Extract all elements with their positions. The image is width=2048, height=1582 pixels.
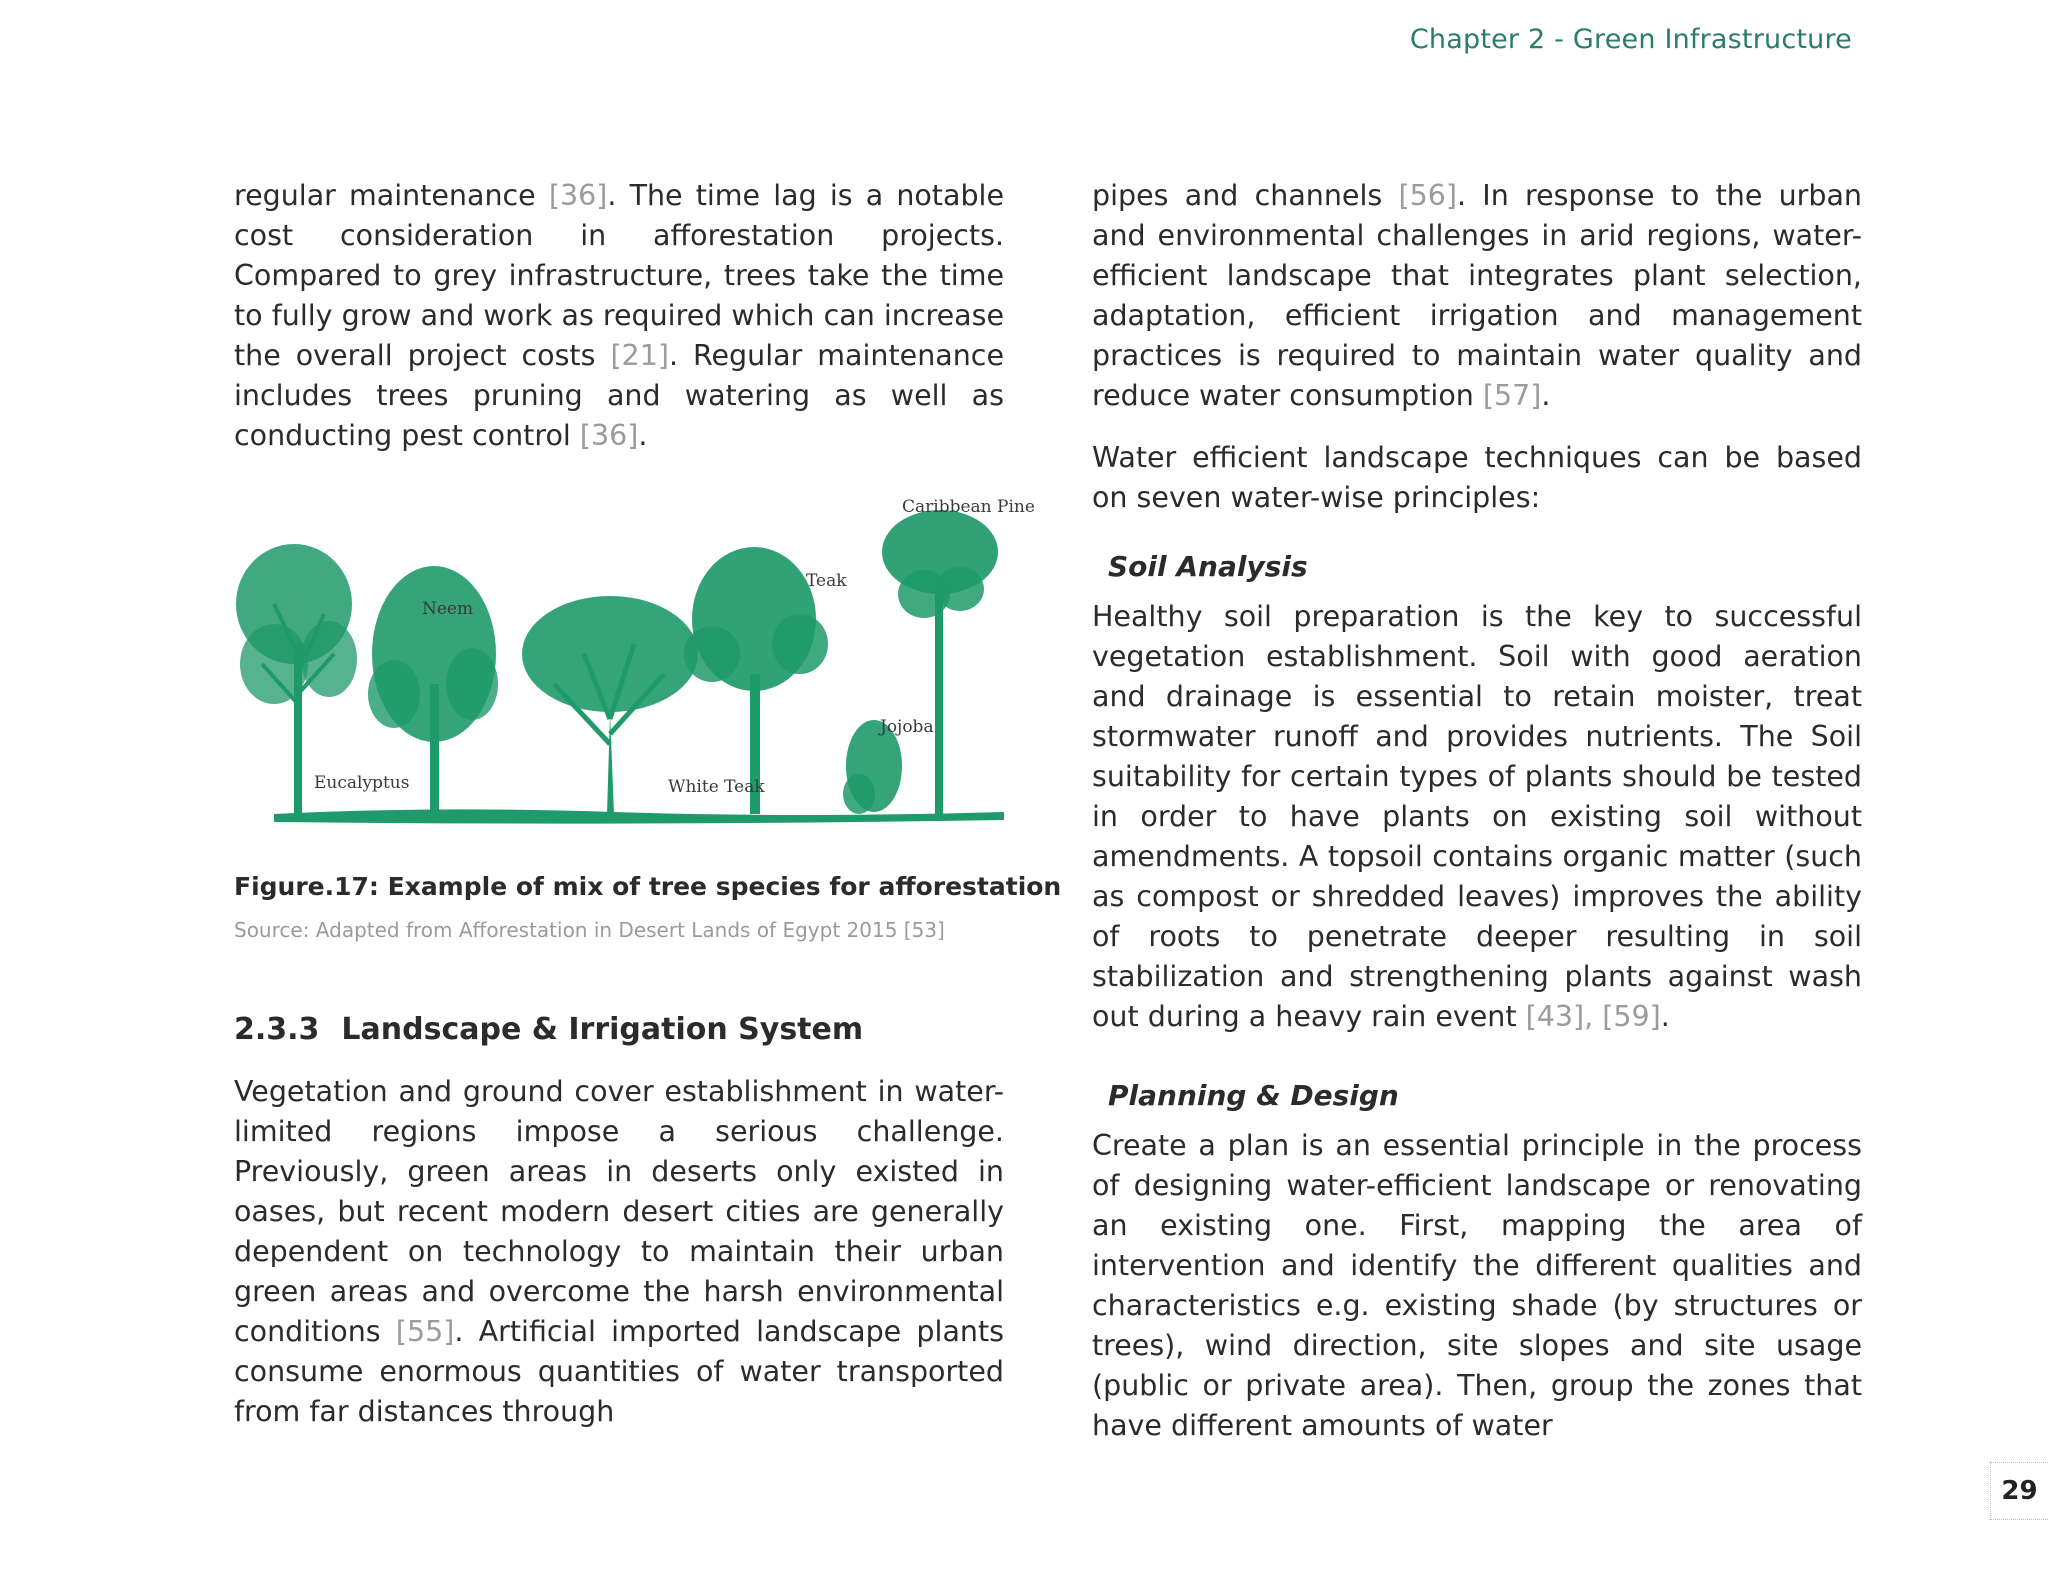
paragraph — [1092, 176, 1862, 416]
label-teak: Teak — [806, 571, 847, 591]
paragraph — [234, 1072, 1004, 1432]
subheading-planning-design: Planning & Design — [1108, 1079, 1399, 1112]
section-title: Landscape & Irrigation System — [341, 1012, 864, 1047]
tree-species-illustration — [234, 494, 1035, 830]
text-run: . The time lag is a notable cost consideration in afforestation projects. Compared to grey infrastructure, trees take the time to fully grow and work as required which can increase the overall project costs — [234, 179, 1004, 372]
text-run: . — [638, 419, 648, 452]
citation-ref: [57] — [1482, 379, 1542, 412]
label-jojoba: Jojoba — [880, 717, 934, 737]
text-run: . Artificial imported landscape plants consume enormous quantities of water transported from far distances through — [234, 1315, 1004, 1428]
citation-ref: [55] — [395, 1315, 455, 1348]
subheading-soil-analysis: Soil Analysis — [1108, 550, 1308, 583]
label-caribbean-pine: Caribbean Pine — [902, 497, 1035, 517]
page-number: 29 — [1990, 1462, 2048, 1520]
text-run: pipes and channels — [1092, 179, 1399, 212]
left-column — [234, 176, 1004, 456]
text-run: . Regular maintenance includes trees pruning and watering as well as conducting pest control — [234, 339, 1004, 452]
right-column — [1092, 176, 1862, 1446]
citation-ref: [43], [59] — [1525, 1000, 1661, 1033]
citation-ref: [56] — [1398, 179, 1457, 212]
label-neem: Neem — [422, 599, 474, 619]
citation-ref: [36] — [579, 419, 639, 452]
paragraph — [1092, 438, 1862, 518]
citation-ref: [21] — [610, 339, 669, 372]
paragraph — [1092, 1126, 1862, 1446]
text-run: Water efficient landscape techniques can be based on seven water-wise principles: — [1092, 441, 1862, 514]
paragraph — [1092, 597, 1862, 1037]
text-run: Create a plan is an essential principle in the process of designing water-efficient landscape or renovating an existing one. First, mapping the area of intervention and identify the different qualities and characteristics e.g. existing shade (by structures or trees), wind direction, site slopes and site usage (public or private area). Then, group the zones that have different amounts of water — [1092, 1129, 1862, 1442]
figure-trees — [234, 494, 1035, 830]
section-number: 2.3.3 — [234, 1012, 320, 1047]
ground-line — [274, 809, 1004, 823]
text-run: . In response to the urban and environmental challenges in arid regions, water-efficient landscape that integrates plant selection, adaptation, efficient irrigation and management practices is required to maintain water quality and reduce water consumption — [1092, 179, 1862, 412]
label-white-teak: White Teak — [668, 777, 765, 797]
figure-source: Source: Adapted from Afforestation in Desert Lands of Egypt 2015 [53] — [234, 918, 945, 942]
text-run: regular maintenance — [234, 179, 549, 212]
citation-ref: [36] — [548, 179, 608, 212]
section-heading — [234, 1012, 863, 1047]
text-run: . — [1541, 379, 1551, 412]
figure-caption: Figure.17: Example of mix of tree species for afforestation — [234, 872, 1062, 901]
chapter-header: Chapter 2 - Green Infrastructure — [1409, 24, 1852, 55]
label-eucalyptus: Eucalyptus — [314, 773, 410, 793]
text-run: . — [1660, 1000, 1670, 1033]
text-run: Healthy soil preparation is the key to successful vegetation establishment. Soil with good aeration and drainage is essential to retain moister, treat stormwater runoff and provides nutrients. The Soil suitability for certain types of plants should be tested in order to have plants on existing soil without amendments. A topsoil contains organic matter (such as compost or shredded leaves) improves the ability of roots to penetrate deeper resulting in soil stabilization and strengthening plants against wash out during a heavy rain event — [1092, 600, 1862, 1033]
paragraph — [234, 176, 1004, 456]
text-run: Vegetation and ground cover establishment in water-limited regions impose a serious challenge. Previously, green areas in deserts only existed in oases, but recent modern desert cities are generally dependent on technology to maintain their urban green areas and overcome the harsh environmental conditions — [234, 1075, 1004, 1348]
left-column-lower — [234, 1072, 1004, 1432]
